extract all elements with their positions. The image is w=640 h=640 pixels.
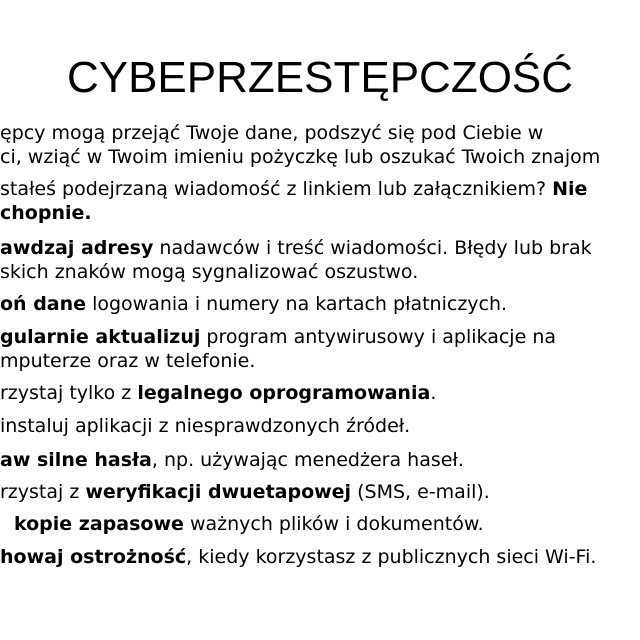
bullet-line <box>0 414 410 438</box>
slide-title: CYBEPRZESTĘPCZOŚĆ <box>66 53 574 102</box>
bold-text: kopie zapasowe <box>14 513 184 535</box>
text: ępcy mogą przejąć Twoje dane, podszyć się pod Ciebie w <box>0 122 544 144</box>
text: mputerze oraz w telefonie. <box>0 350 256 372</box>
bullet-line <box>0 292 507 316</box>
text: nadawców i treść wiadomości. Błędy lub brak <box>153 237 592 259</box>
text: skich znaków mogą sygnalizować oszustwo. <box>0 261 419 283</box>
bullet-line <box>0 480 490 504</box>
text: program antywirusowy i aplikacje na <box>200 326 557 348</box>
bullet-line <box>0 260 418 284</box>
text: stałeś podejrzaną wiadomość z linkiem lub załącznikiem? <box>0 178 553 200</box>
bold-text: awdzaj adresy <box>0 237 154 259</box>
bullet-line <box>0 381 436 405</box>
text: rzystaj z <box>0 481 86 503</box>
bold-text: chopnie. <box>0 202 92 224</box>
bullet-line <box>0 325 556 349</box>
bullet-line <box>0 545 596 569</box>
bold-text: legalnego oprogramowania <box>137 382 431 404</box>
bullet-line <box>0 448 464 472</box>
text: logowania i numery na kartach płatniczych. <box>86 293 508 315</box>
bullet-line <box>0 349 255 373</box>
text: . <box>430 382 437 404</box>
bold-text: Nie <box>552 178 588 200</box>
bullet-line <box>14 512 484 536</box>
bold-text: weryfikacji dwuetapowej <box>85 481 352 503</box>
text: rzystaj tylko z <box>0 382 138 404</box>
bullet-line <box>0 236 592 260</box>
bullet-line <box>0 201 92 225</box>
text: instaluj aplikacji z niesprawdzonych źródeł. <box>0 415 411 437</box>
text: , kiedy korzystasz z publicznych sieci Wi-Fi. <box>186 546 597 568</box>
bold-text: aw silne hasła <box>0 449 152 471</box>
text: ci, wziąć w Twoim imieniu pożyczkę lub oszukać Twoich znajom <box>0 146 601 168</box>
text: (SMS, e-mail). <box>351 481 490 503</box>
bold-text: oń dane <box>0 293 87 315</box>
bold-text: gularnie aktualizuj <box>0 326 201 348</box>
bullet-line <box>0 177 587 201</box>
bullet-line <box>0 121 543 145</box>
bullet-line <box>0 145 600 169</box>
text: ważnych plików i dokumentów. <box>183 513 484 535</box>
bold-text: howaj ostrożność <box>0 546 187 568</box>
text: , np. używając menedżera haseł. <box>151 449 464 471</box>
